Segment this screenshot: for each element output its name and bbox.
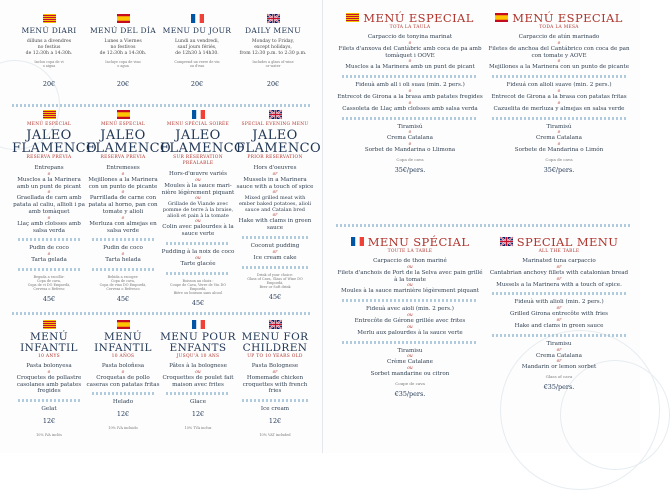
dessert-item: Sorbet mandarine ou citron: [370, 371, 450, 378]
or-separator: ou: [195, 219, 201, 225]
uk-flag-icon: [269, 110, 282, 119]
or-separator: or: [556, 276, 562, 282]
dessert-item: Pudding à la noix de coco: [161, 248, 235, 255]
or-separator: o: [121, 171, 125, 177]
catalan-flag-icon: [43, 14, 56, 23]
menu-item: Colin avec palourdes à la sauce verte: [162, 224, 234, 238]
special-menu-catalan: [336, 12, 484, 218]
main-item: Fideuá con alioli suave (min. 2 pers.): [506, 82, 612, 89]
daily-menu-note: Comprend un verre de vin: [174, 60, 220, 64]
dessert-item: Coconut pudding: [250, 242, 300, 249]
age-note: UP TO 10 YEARS OLD: [247, 354, 303, 359]
main-item: Entrecot de Girona a la brasa amb patates fregides: [337, 93, 483, 100]
menu-item: Croquetas de pollo caseras con patatas fritas: [86, 374, 160, 388]
wave-divider: [12, 312, 312, 315]
special-menu-subtitle: TOUTE LA TABLE: [387, 249, 433, 254]
menu-item: Entremeses: [106, 165, 140, 171]
drink-note: Copa de vino DO Empordà,: [99, 282, 147, 287]
starter-item: Cantabrian anchovy fillets with catalonian bread: [489, 269, 629, 276]
jaleo-subtitle: FLAMENCO: [86, 140, 172, 156]
kids-price: 12€: [268, 416, 282, 425]
vat-note: 10% VAT included: [259, 432, 291, 437]
or-separator: o: [557, 130, 561, 136]
or-separator: ou: [407, 312, 413, 318]
or-separator: or: [272, 190, 278, 196]
catalan-flag-icon: [43, 320, 56, 329]
drink-note: Copa de cava,: [110, 278, 136, 283]
dessert-item: Tiramisu: [546, 340, 572, 347]
main-item: Grilled Girona entrecôte with fries: [509, 311, 609, 318]
jaleo-menu-english: [236, 110, 322, 310]
main-item: Fideuà with alioli (min. 2 pers.): [514, 299, 604, 306]
drink-note: Empordà,: [189, 286, 207, 291]
france-flag-icon: [192, 320, 205, 329]
kids-menu-title: MENÚ: [103, 331, 143, 343]
wave-divider: [342, 75, 478, 78]
daily-menu-hours: de 12:30h a 14:30h.: [25, 51, 73, 56]
jaleo-menu-catalan: [12, 110, 98, 310]
menu-item: Llaç amb cloïsses amb salsa verda: [17, 220, 81, 234]
kids-menu-title: MENÚ: [29, 331, 69, 343]
special-menu-english: [486, 236, 632, 446]
age-note: JUSQU'À 10 ANS: [176, 354, 220, 359]
daily-menu-french: [160, 14, 234, 106]
kids-menu-french: [160, 320, 236, 450]
starter-item: Filets d'anxova del Cantàbric amb coca de pa amb tomàquet i OOVE: [338, 45, 482, 59]
drink-note: Empordà,: [266, 280, 284, 285]
age-note: 10 ANYS: [37, 354, 60, 359]
wave-divider: [492, 292, 626, 295]
starter-item: Marinated tuna carpaccio: [522, 258, 596, 264]
or-separator: ou: [407, 366, 413, 372]
special-menu-title-text: SPECIAL MENU: [516, 235, 619, 249]
starter-item: Carpaccio de tonyina marinat: [367, 34, 453, 40]
dessert-item: Tarta gelada: [31, 257, 67, 264]
reservation-note: PRIOR RESERVATION: [247, 155, 303, 160]
jaleo-price: 45€: [191, 298, 205, 307]
special-menu-spanish: [486, 12, 632, 218]
wave-divider: [18, 399, 80, 402]
wave-divider: [342, 341, 478, 344]
dessert-item: Tiramisu: [397, 347, 423, 354]
drink-note: Beer or Soft drink: [259, 284, 291, 289]
kids-price: 12€: [116, 410, 130, 419]
main-item: Entrecôte de Gérone grillée avec frites: [354, 317, 466, 324]
wave-divider: [92, 268, 154, 271]
wave-divider: [492, 334, 626, 337]
or-separator: o: [557, 142, 561, 148]
jaleo-price: 45€: [268, 292, 282, 301]
menu-item: Parrillada de carne con patata al horno, pan con tomate y alioli: [88, 195, 158, 215]
kids-menu-title: ENFANTS: [169, 342, 227, 354]
wave-divider: [242, 236, 308, 239]
menu-item: Pâtes à la bolognese: [169, 363, 227, 369]
wave-divider: [242, 266, 308, 269]
reservation-note: RESERVA PRÈVIA: [26, 155, 72, 160]
menu-item: Hake with clams in green sauce: [238, 218, 312, 232]
wave-divider: [342, 299, 478, 302]
daily-menu-note: Inclou copa de vi: [34, 60, 64, 64]
special-menu-subtitle: ALL THE TABLE: [538, 249, 580, 254]
vat-note: 10% IVA incluido: [108, 426, 138, 431]
uk-flag-icon: [500, 237, 513, 246]
menu-item: Mussels in a Marinera sauce with a touch of spice: [236, 176, 314, 190]
menu-item: Pasta boloñesa: [101, 363, 145, 369]
or-separator: o: [557, 88, 561, 94]
special-menu-title-text: MENÚ ESPECIAL: [512, 11, 623, 25]
or-separator: ou: [195, 369, 201, 375]
dessert-item: Crema Catalana: [536, 135, 582, 142]
drink-note: Bebida a escoger:: [107, 274, 139, 279]
starter-item: Mejillones a la Marinera con un punto de picante: [488, 64, 630, 71]
or-separator: o: [557, 40, 561, 46]
drink-note: Boisson au choix :: [182, 278, 214, 283]
special-menu-title: [336, 236, 484, 249]
daily-menu-catalan: [14, 14, 84, 106]
drink-note: Copa de cava: [396, 156, 424, 162]
dessert-item: Tarte glacée: [180, 260, 216, 267]
daily-menu-price: 20€: [190, 80, 204, 88]
drink-note: Bière ou boisson sans alcool: [173, 290, 223, 295]
special-price: 35€/pers.: [543, 165, 575, 174]
or-separator: o: [121, 215, 125, 221]
or-separator: o: [121, 369, 125, 375]
wave-divider: [92, 392, 154, 395]
special-price: €35/pers.: [543, 383, 575, 392]
jaleo-menu-spanish: [86, 110, 172, 310]
or-separator: ou: [195, 255, 201, 261]
daily-menu-holidays: except holidays,: [254, 45, 292, 50]
daily-menu-title: DAILY MENU: [245, 26, 301, 35]
or-separator: or: [272, 369, 278, 375]
wave-divider: [166, 392, 230, 395]
daily-menu-holidays: no festivos: [110, 45, 136, 50]
drink-note: Drink of your choice:: [256, 272, 294, 277]
starter-item: Moules à la sauce marinière légèrement piquant: [340, 288, 479, 295]
drink-note: Glass of cava: [545, 374, 573, 380]
dessert-item: Pudin de coco: [29, 245, 69, 252]
drink-note: Copa de cava: [545, 156, 573, 162]
wave-divider: [166, 242, 230, 245]
dessert-item: Tarta helada: [105, 257, 141, 264]
catalan-flag-icon: [43, 110, 56, 119]
drink-note: Cervesa o Refresc: [33, 286, 65, 291]
vat-note: 10% IVA inclòs: [36, 432, 62, 437]
menu-item: Grillade de Viande avec pomme de terre à la braise, alioli et pain à la tomate: [162, 201, 234, 220]
daily-menu-days: Monday to Friday,: [251, 39, 295, 44]
jaleo-subtitle: FLAMENCO: [160, 140, 246, 156]
dessert-item: Ice cream: [260, 406, 290, 413]
dessert-item: Helado: [112, 399, 134, 406]
main-item: Hake and clams in green sauce: [514, 322, 604, 329]
dessert-item: Glace: [189, 399, 207, 406]
special-menu-subtitle: TOTA LA TAULA: [389, 25, 431, 30]
or-separator: o: [408, 88, 412, 94]
jaleo-title: JALEO: [26, 128, 72, 143]
jaleo-menu-heading: MENÚ ESPECIAL: [100, 122, 146, 127]
daily-menu-note: Incluye copa de vino: [105, 60, 141, 64]
menu-item: Mejillones a la Marinera con un punto de picante: [88, 176, 158, 190]
drink-note: Cerveza o Refresco: [106, 286, 140, 291]
dessert-item: Crème Catalane: [387, 359, 433, 366]
kids-price: 12€: [191, 410, 205, 419]
menu-item: Graellada de carn amb patata al caliu, allioli i pa amb tomàquet: [13, 195, 85, 215]
or-separator: o: [408, 40, 412, 46]
or-separator: ou: [407, 324, 413, 330]
vat-note: 10% TVA inclus: [184, 426, 212, 431]
dessert-item: Tiramisú: [397, 123, 423, 130]
menu-item: Croquettes de poulet fait maison avec frites: [162, 374, 234, 388]
wave-divider: [492, 75, 626, 78]
starter-item: Carpaccio de thon mariné: [373, 258, 447, 264]
daily-menu-note: o agua: [117, 64, 129, 68]
or-separator: o: [557, 59, 561, 65]
dessert-item: Ice cream cake: [253, 254, 297, 261]
daily-menu-title: MENU DU JOUR: [162, 26, 232, 35]
starter-item: Filetes de anchoa del Cantábrico con coca de pan con tomate y AOVE: [488, 45, 630, 59]
or-separator: or: [556, 317, 562, 323]
reservation-note: RESERVA PREVIA: [100, 155, 146, 160]
starter-item: Musclos a la Marinera amb un punt de picant: [345, 64, 475, 71]
daily-menu-note: o aigua: [42, 64, 56, 68]
kids-menu-title: MENU POUR: [160, 331, 236, 343]
or-separator: or: [272, 213, 278, 219]
wave-divider: [18, 238, 80, 241]
starter-item: Filets d'anchois de Port de la Selva avec pain grillé à la tomate: [337, 269, 483, 283]
jaleo-title: JALEO: [175, 128, 221, 143]
drink-note: Coupe de cava: [395, 380, 425, 386]
spain-flag-icon: [117, 14, 130, 23]
kids-menu-title: INFANTIL: [94, 342, 152, 354]
special-menu-title: [336, 12, 484, 25]
or-separator: o: [408, 130, 412, 136]
age-note: 10 AÑOS: [111, 354, 135, 359]
special-menu-title: [486, 236, 632, 249]
kids-menu-title: CHILDREN: [242, 342, 308, 354]
main-item: Merlu aux palourdes à la sauce verte: [357, 329, 463, 336]
daily-menu-price: 20€: [42, 80, 56, 88]
daily-menu-holidays: no festius: [37, 45, 61, 50]
or-separator: o: [47, 369, 51, 375]
or-separator: ou: [407, 264, 413, 270]
daily-menu-title: MENÚ DEL DÍA: [89, 26, 157, 35]
kids-menu-english: [236, 320, 314, 450]
daily-menu-hours: de 12h30 à 14h30.: [175, 51, 219, 56]
or-separator: o: [121, 190, 125, 196]
menu-item: Croquetes de pollastre casolanes amb patates fregides: [16, 374, 82, 395]
france-flag-icon: [191, 14, 204, 23]
kids-menu-title: INFANTIL: [20, 342, 78, 354]
daily-menu-spanish: [88, 14, 158, 106]
special-menu-french: [336, 236, 484, 446]
special-menu-subtitle: TODA LA MESA: [539, 25, 579, 30]
dessert-item: Crema Catalana: [387, 135, 433, 142]
main-item: Fideuà amb all i oli suau (min. 2 pers.): [355, 82, 465, 89]
or-separator: o: [121, 252, 125, 258]
jaleo-price: 45€: [42, 294, 56, 303]
main-item: Entrecot de Girona a la brasa con patatas fritas: [491, 93, 627, 100]
special-menu-title-text: MENU SPÉCIAL: [367, 235, 470, 249]
menu-item: Musclos a la Marinera amb un punt de picant: [16, 176, 82, 190]
or-separator: or: [556, 347, 562, 353]
wave-divider: [342, 117, 478, 120]
daily-menu-english: [234, 14, 312, 106]
france-flag-icon: [351, 237, 364, 246]
spain-flag-icon: [495, 13, 508, 22]
dessert-item: Sorbet de Mandarina o Llimona: [364, 147, 456, 154]
or-separator: o: [408, 59, 412, 65]
daily-menu-hours: de 12:30h a 14:30h.: [99, 51, 147, 56]
jaleo-subtitle: FLAMENCO: [12, 140, 98, 156]
or-separator: o: [47, 190, 51, 196]
main-item: Cazuelita de merluza y almejas en salsa verde: [493, 105, 625, 112]
drink-note: Coupe de Cava, Verre de Vin DO: [170, 282, 226, 287]
dessert-item: Mandarin or lemon sorbet: [521, 364, 597, 371]
special-price: €35/pers.: [394, 389, 426, 398]
drink-note: Beguda a escollir:: [33, 274, 65, 279]
spain-flag-icon: [117, 320, 130, 329]
daily-menu-holidays: sauf jours fériés,: [177, 45, 217, 50]
or-separator: o: [557, 100, 561, 106]
jaleo-title: JALEO: [252, 128, 298, 143]
wave-divider: [242, 399, 308, 402]
wave-divider: [492, 117, 626, 120]
special-price: 35€/pers.: [394, 165, 426, 174]
menu-item: Hors d'oeuvres: [253, 165, 297, 171]
daily-menu-price: 20€: [116, 80, 130, 88]
or-separator: or: [556, 264, 562, 270]
special-menu-title-text: MENÚ ESPECIAL: [363, 11, 474, 25]
or-separator: o: [47, 252, 51, 258]
spain-flag-icon: [117, 110, 130, 119]
drink-note: Copa de vi DO Empordà,: [27, 282, 71, 287]
dessert-item: Gelat: [41, 406, 57, 413]
uk-flag-icon: [267, 14, 280, 23]
or-separator: or: [556, 359, 562, 365]
starter-item: Mussels a la Marinera with a touch of spice.: [496, 281, 622, 288]
or-separator: o: [47, 171, 51, 177]
menu-item: Pasta Bolognese: [251, 363, 299, 369]
or-separator: ou: [407, 354, 413, 360]
or-separator: or: [272, 171, 278, 177]
menu-item: Hors-d'œuvre variés: [169, 171, 227, 177]
kids-menu-catalan: [12, 320, 86, 450]
dessert-item: Crema Catalana: [536, 352, 582, 359]
jaleo-title: JALEO: [100, 128, 146, 143]
or-separator: or: [556, 306, 562, 312]
daily-menu-note: or water: [265, 64, 281, 68]
jaleo-price: 45€: [116, 294, 130, 303]
jaleo-menu-heading: MENU SPÉCIAL SOIRÉE: [166, 122, 230, 127]
daily-menu-note: Includes a glass of wine: [252, 60, 294, 64]
menu-item: Moules à la sauce mari-nière légèrement piquant: [161, 182, 235, 196]
page-fold-divider: [322, 0, 323, 453]
or-separator: or: [272, 249, 278, 255]
or-separator: o: [47, 215, 51, 221]
kids-menu-spanish: [86, 320, 160, 450]
france-flag-icon: [192, 110, 205, 119]
wave-divider: [18, 268, 80, 271]
kids-menu-title: MENU FOR: [241, 331, 309, 343]
main-item: Fideuà avec aioli (min. 2 pers.): [365, 306, 454, 313]
menu-item: Merluza con almejas en salsa verde: [89, 220, 157, 234]
daily-menu-days: dilluns a divendres: [26, 39, 72, 44]
daily-menu-hours: from 12:30 p.m. to 2:30 p.m.: [239, 51, 307, 56]
menu-item: Mixed grilled meat with ember baked potatoes, alioli sauce and Catalan bred: [238, 195, 312, 214]
or-separator: ou: [407, 283, 413, 289]
dessert-item: Sorbete de Mandarina o Limón: [514, 147, 604, 154]
uk-flag-icon: [269, 320, 282, 329]
daily-menu-price: 20€: [266, 80, 280, 88]
wave-divider: [92, 238, 154, 241]
daily-menu-days: Lundi au vendredi,: [175, 39, 219, 44]
or-separator: ou: [195, 177, 201, 183]
reservation-note: SUR RÉSERVATION PRÉALABLE: [173, 155, 223, 166]
wave-divider: [166, 272, 230, 275]
daily-menu-title: MENÚ DIARI: [21, 26, 77, 35]
main-item: Cassoleta de Llaç amb cloïsses amb salsa verda: [342, 105, 478, 112]
drink-note: Copa de cava,: [36, 278, 62, 283]
wave-divider: [12, 104, 312, 107]
dessert-item: Tiramisú: [546, 123, 572, 130]
catalan-flag-icon: [346, 13, 359, 22]
or-separator: ou: [195, 196, 201, 202]
jaleo-menu-heading: SPECIAL EVENING MENU: [241, 122, 309, 127]
starter-item: Carpaccio de atún marinado: [518, 34, 600, 40]
jaleo-menu-heading: MENÚ ESPECIAL: [26, 122, 72, 127]
wave-divider: [336, 224, 632, 227]
jaleo-menu-french: [160, 110, 246, 310]
drink-note: Glass of Cava, Glass of Wine DO: [247, 276, 303, 281]
daily-menu-days: Lunes a Viernes: [104, 39, 142, 44]
menu-item: Pasta bolonyesa: [26, 363, 72, 369]
daily-menu-note: ou d'eau: [189, 64, 205, 68]
dessert-item: Pudin de coco: [103, 245, 143, 252]
jaleo-subtitle: FLAMENCO: [236, 140, 322, 156]
kids-price: 12€: [42, 416, 56, 425]
special-menu-title: [486, 12, 632, 25]
or-separator: o: [408, 142, 412, 148]
menu-item: Entrepans: [34, 165, 64, 171]
or-separator: o: [408, 100, 412, 106]
menu-item: Homemade chicken croquettes with french fries: [242, 374, 308, 395]
